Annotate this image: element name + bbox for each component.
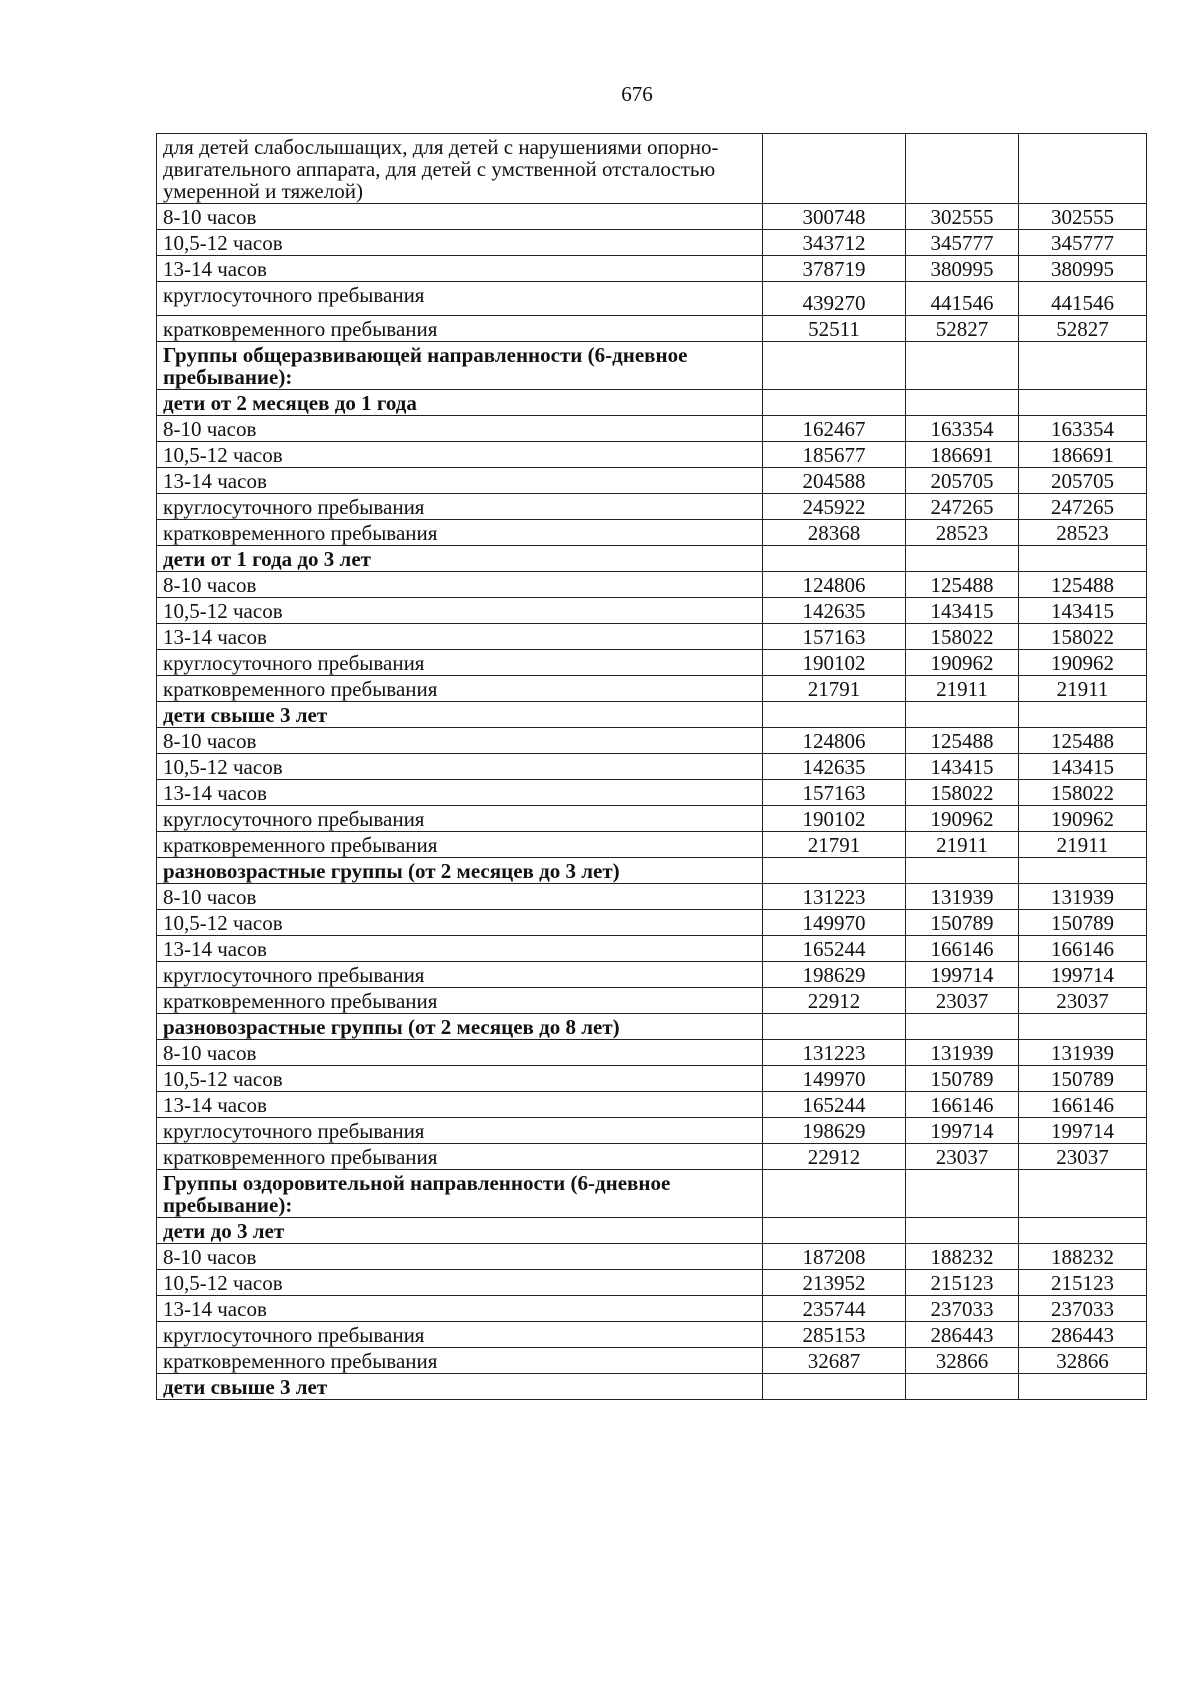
- value-cell-3: 52827: [1019, 316, 1147, 342]
- row-label: круглосуточного пребывания: [157, 962, 763, 988]
- value-cell-3: 131939: [1019, 884, 1147, 910]
- table-row: [157, 832, 1147, 858]
- value-cell-2: [906, 134, 1019, 204]
- row-label: кратковременного пребывания: [157, 1144, 763, 1170]
- value-cell-2: 143415: [906, 754, 1019, 780]
- value-cell-3: [1019, 1218, 1147, 1244]
- value-cell-1: 300748: [763, 204, 906, 230]
- value-cell-1: 190102: [763, 806, 906, 832]
- value-cell-1: [763, 1374, 906, 1400]
- table-row: [157, 962, 1147, 988]
- value-cell-2: 166146: [906, 1092, 1019, 1118]
- value-cell-3: 345777: [1019, 230, 1147, 256]
- value-cell-1: 198629: [763, 962, 906, 988]
- row-label: 13-14 часов: [157, 256, 763, 282]
- value-cell-3: [1019, 342, 1147, 390]
- value-cell-3: 215123: [1019, 1270, 1147, 1296]
- value-cell-3: 186691: [1019, 442, 1147, 468]
- value-cell-1: 32687: [763, 1348, 906, 1374]
- table-section-header-row: [157, 546, 1147, 572]
- table-section-header-row: [157, 1170, 1147, 1218]
- value-cell-1: [763, 1014, 906, 1040]
- table-section-header-row: [157, 342, 1147, 390]
- value-cell-3: 163354: [1019, 416, 1147, 442]
- table-row: [157, 624, 1147, 650]
- value-cell-3: 286443: [1019, 1322, 1147, 1348]
- value-cell-1: [763, 134, 906, 204]
- row-label: 10,5-12 часов: [157, 754, 763, 780]
- row-label: кратковременного пребывания: [157, 1348, 763, 1374]
- value-cell-1: [763, 1218, 906, 1244]
- value-cell-1: 142635: [763, 598, 906, 624]
- value-cell-2: 237033: [906, 1296, 1019, 1322]
- table-row: [157, 256, 1147, 282]
- table-row: [157, 1296, 1147, 1322]
- row-label: 8-10 часов: [157, 416, 763, 442]
- table-row: [157, 1144, 1147, 1170]
- value-cell-2: 131939: [906, 884, 1019, 910]
- value-cell-1: 149970: [763, 1066, 906, 1092]
- value-cell-1: 157163: [763, 624, 906, 650]
- table-row: [157, 598, 1147, 624]
- value-cell-2: [906, 1218, 1019, 1244]
- value-cell-2: [906, 702, 1019, 728]
- value-cell-2: 23037: [906, 988, 1019, 1014]
- value-cell-3: [1019, 702, 1147, 728]
- value-cell-2: 23037: [906, 1144, 1019, 1170]
- section-label: дети свыше 3 лет: [157, 702, 763, 728]
- value-cell-1: 142635: [763, 754, 906, 780]
- value-cell-1: 204588: [763, 468, 906, 494]
- table-row: [157, 572, 1147, 598]
- table-row: [157, 282, 1147, 316]
- value-cell-2: 163354: [906, 416, 1019, 442]
- row-label: 10,5-12 часов: [157, 910, 763, 936]
- value-cell-1: 235744: [763, 1296, 906, 1322]
- value-cell-1: 21791: [763, 832, 906, 858]
- value-cell-3: 199714: [1019, 962, 1147, 988]
- row-label: 8-10 часов: [157, 728, 763, 754]
- value-cell-1: 245922: [763, 494, 906, 520]
- value-cell-2: 150789: [906, 1066, 1019, 1092]
- table-row: [157, 650, 1147, 676]
- row-label: 10,5-12 часов: [157, 1066, 763, 1092]
- table-row: [157, 806, 1147, 832]
- value-cell-1: 213952: [763, 1270, 906, 1296]
- value-cell-1: [763, 702, 906, 728]
- value-cell-2: 143415: [906, 598, 1019, 624]
- value-cell-2: 158022: [906, 624, 1019, 650]
- row-label: кратковременного пребывания: [157, 676, 763, 702]
- value-cell-2: 125488: [906, 572, 1019, 598]
- table-row: [157, 780, 1147, 806]
- row-label: кратковременного пребывания: [157, 316, 763, 342]
- value-cell-3: 150789: [1019, 1066, 1147, 1092]
- table-section-header-row: [157, 858, 1147, 884]
- value-cell-1: [763, 342, 906, 390]
- value-cell-1: 21791: [763, 676, 906, 702]
- table-row: [157, 884, 1147, 910]
- row-label: кратковременного пребывания: [157, 988, 763, 1014]
- row-label: 13-14 часов: [157, 1092, 763, 1118]
- value-cell-2: 345777: [906, 230, 1019, 256]
- section-label: дети до 3 лет: [157, 1218, 763, 1244]
- row-label: 13-14 часов: [157, 936, 763, 962]
- value-cell-3: 441546: [1019, 282, 1147, 316]
- value-cell-3: 125488: [1019, 728, 1147, 754]
- row-label: 13-14 часов: [157, 624, 763, 650]
- value-cell-3: 143415: [1019, 598, 1147, 624]
- value-cell-1: [763, 546, 906, 572]
- value-cell-3: 23037: [1019, 1144, 1147, 1170]
- table-row: [157, 936, 1147, 962]
- row-label: круглосуточного пребывания: [157, 1118, 763, 1144]
- row-label: круглосуточного пребывания: [157, 494, 763, 520]
- value-cell-3: 302555: [1019, 204, 1147, 230]
- row-label: 13-14 часов: [157, 468, 763, 494]
- value-cell-1: 22912: [763, 988, 906, 1014]
- table-row: [157, 1270, 1147, 1296]
- row-label: 8-10 часов: [157, 204, 763, 230]
- row-label: 13-14 часов: [157, 1296, 763, 1322]
- table-row: [157, 754, 1147, 780]
- value-cell-1: [763, 390, 906, 416]
- value-cell-2: 131939: [906, 1040, 1019, 1066]
- value-cell-2: 21911: [906, 832, 1019, 858]
- value-cell-2: [906, 858, 1019, 884]
- row-label: круглосуточного пребывания: [157, 1322, 763, 1348]
- table-section-header-row: [157, 1374, 1147, 1400]
- table-row: [157, 676, 1147, 702]
- value-cell-2: 32866: [906, 1348, 1019, 1374]
- value-cell-2: 215123: [906, 1270, 1019, 1296]
- value-cell-2: 158022: [906, 780, 1019, 806]
- value-cell-2: [906, 1374, 1019, 1400]
- value-cell-3: 158022: [1019, 624, 1147, 650]
- value-cell-3: 205705: [1019, 468, 1147, 494]
- table-row: [157, 520, 1147, 546]
- value-cell-1: 190102: [763, 650, 906, 676]
- value-cell-3: 158022: [1019, 780, 1147, 806]
- value-cell-1: 285153: [763, 1322, 906, 1348]
- value-cell-1: 165244: [763, 936, 906, 962]
- table-row: [157, 1322, 1147, 1348]
- value-cell-1: 185677: [763, 442, 906, 468]
- row-label: кратковременного пребывания: [157, 832, 763, 858]
- value-cell-3: 143415: [1019, 754, 1147, 780]
- table-row: [157, 230, 1147, 256]
- value-cell-3: 23037: [1019, 988, 1147, 1014]
- section-label: Группы оздоровительной направленности (6-дневное пребывание):: [157, 1170, 763, 1218]
- value-cell-2: 380995: [906, 256, 1019, 282]
- row-label: 10,5-12 часов: [157, 598, 763, 624]
- section-label: дети от 1 года до 3 лет: [157, 546, 763, 572]
- value-cell-2: 199714: [906, 962, 1019, 988]
- value-cell-3: 188232: [1019, 1244, 1147, 1270]
- value-cell-1: 131223: [763, 1040, 906, 1066]
- value-cell-2: 441546: [906, 282, 1019, 316]
- table-row: [157, 1348, 1147, 1374]
- section-label: Группы общеразвивающей направленности (6-дневное пребывание):: [157, 342, 763, 390]
- row-label: 10,5-12 часов: [157, 230, 763, 256]
- value-cell-2: 199714: [906, 1118, 1019, 1144]
- value-cell-1: 124806: [763, 728, 906, 754]
- table-section-header-row: [157, 702, 1147, 728]
- value-cell-2: 186691: [906, 442, 1019, 468]
- value-cell-2: 150789: [906, 910, 1019, 936]
- row-label: 8-10 часов: [157, 572, 763, 598]
- value-cell-2: 28523: [906, 520, 1019, 546]
- value-cell-1: 52511: [763, 316, 906, 342]
- value-cell-1: 124806: [763, 572, 906, 598]
- table-row: [157, 494, 1147, 520]
- value-cell-1: 28368: [763, 520, 906, 546]
- table-row: [157, 1092, 1147, 1118]
- value-cell-3: 21911: [1019, 832, 1147, 858]
- value-cell-2: 286443: [906, 1322, 1019, 1348]
- value-cell-2: [906, 390, 1019, 416]
- value-cell-1: [763, 1170, 906, 1218]
- value-cell-1: 162467: [763, 416, 906, 442]
- row-label: 10,5-12 часов: [157, 1270, 763, 1296]
- value-cell-3: [1019, 1374, 1147, 1400]
- section-label: дети свыше 3 лет: [157, 1374, 763, 1400]
- table-row: [157, 988, 1147, 1014]
- tariff-table-body: [157, 134, 1147, 1400]
- value-cell-3: [1019, 546, 1147, 572]
- value-cell-2: 166146: [906, 936, 1019, 962]
- value-cell-1: 343712: [763, 230, 906, 256]
- value-cell-2: [906, 546, 1019, 572]
- section-label: дети от 2 месяцев до 1 года: [157, 390, 763, 416]
- value-cell-1: [763, 858, 906, 884]
- table-section-header-row: [157, 1014, 1147, 1040]
- table-row: [157, 1040, 1147, 1066]
- table-row: [157, 316, 1147, 342]
- value-cell-2: 190962: [906, 650, 1019, 676]
- value-cell-3: 21911: [1019, 676, 1147, 702]
- value-cell-3: [1019, 1170, 1147, 1218]
- table-row: [157, 416, 1147, 442]
- value-cell-1: 165244: [763, 1092, 906, 1118]
- table-row: [157, 204, 1147, 230]
- table-row: [157, 910, 1147, 936]
- value-cell-3: 131939: [1019, 1040, 1147, 1066]
- row-label: для детей слабослышащих, для детей с нарушениями опорно-двигательного аппарата, для детей с умственной отсталостью умеренной и тяжелой): [157, 134, 763, 204]
- value-cell-3: 190962: [1019, 806, 1147, 832]
- value-cell-2: [906, 1170, 1019, 1218]
- value-cell-3: 166146: [1019, 1092, 1147, 1118]
- value-cell-3: 199714: [1019, 1118, 1147, 1144]
- row-label: 8-10 часов: [157, 1244, 763, 1270]
- value-cell-3: 28523: [1019, 520, 1147, 546]
- row-label: круглосуточного пребывания: [157, 282, 763, 316]
- page-number: 676: [621, 82, 653, 106]
- table-row: [157, 728, 1147, 754]
- value-cell-3: 150789: [1019, 910, 1147, 936]
- value-cell-3: 166146: [1019, 936, 1147, 962]
- value-cell-1: 149970: [763, 910, 906, 936]
- value-cell-1: 439270: [763, 282, 906, 316]
- value-cell-2: [906, 1014, 1019, 1040]
- table-section-header-row: [157, 390, 1147, 416]
- value-cell-3: 190962: [1019, 650, 1147, 676]
- value-cell-1: 22912: [763, 1144, 906, 1170]
- row-label: круглосуточного пребывания: [157, 806, 763, 832]
- table-row: [157, 1244, 1147, 1270]
- value-cell-2: [906, 342, 1019, 390]
- value-cell-2: 125488: [906, 728, 1019, 754]
- row-label: 8-10 часов: [157, 884, 763, 910]
- value-cell-3: [1019, 390, 1147, 416]
- value-cell-2: 302555: [906, 204, 1019, 230]
- value-cell-2: 52827: [906, 316, 1019, 342]
- value-cell-3: [1019, 858, 1147, 884]
- value-cell-2: 190962: [906, 806, 1019, 832]
- table-row: [157, 1066, 1147, 1092]
- row-label: 13-14 часов: [157, 780, 763, 806]
- table-section-header-row: [157, 1218, 1147, 1244]
- value-cell-1: 187208: [763, 1244, 906, 1270]
- row-label: круглосуточного пребывания: [157, 650, 763, 676]
- value-cell-3: 380995: [1019, 256, 1147, 282]
- value-cell-1: 378719: [763, 256, 906, 282]
- table-row: [157, 442, 1147, 468]
- value-cell-1: 157163: [763, 780, 906, 806]
- value-cell-2: 205705: [906, 468, 1019, 494]
- value-cell-3: [1019, 134, 1147, 204]
- value-cell-2: 247265: [906, 494, 1019, 520]
- value-cell-1: 131223: [763, 884, 906, 910]
- row-label: кратковременного пребывания: [157, 520, 763, 546]
- value-cell-3: 247265: [1019, 494, 1147, 520]
- value-cell-1: 198629: [763, 1118, 906, 1144]
- table-row: [157, 468, 1147, 494]
- value-cell-2: 21911: [906, 676, 1019, 702]
- tariff-table: [156, 133, 1147, 1400]
- row-label: 8-10 часов: [157, 1040, 763, 1066]
- value-cell-3: [1019, 1014, 1147, 1040]
- value-cell-3: 237033: [1019, 1296, 1147, 1322]
- value-cell-3: 125488: [1019, 572, 1147, 598]
- table-row: [157, 1118, 1147, 1144]
- section-label: разновозрастные группы (от 2 месяцев до 3 лет): [157, 858, 763, 884]
- table-row: [157, 134, 1147, 204]
- section-label: разновозрастные группы (от 2 месяцев до 8 лет): [157, 1014, 763, 1040]
- value-cell-2: 188232: [906, 1244, 1019, 1270]
- value-cell-3: 32866: [1019, 1348, 1147, 1374]
- row-label: 10,5-12 часов: [157, 442, 763, 468]
